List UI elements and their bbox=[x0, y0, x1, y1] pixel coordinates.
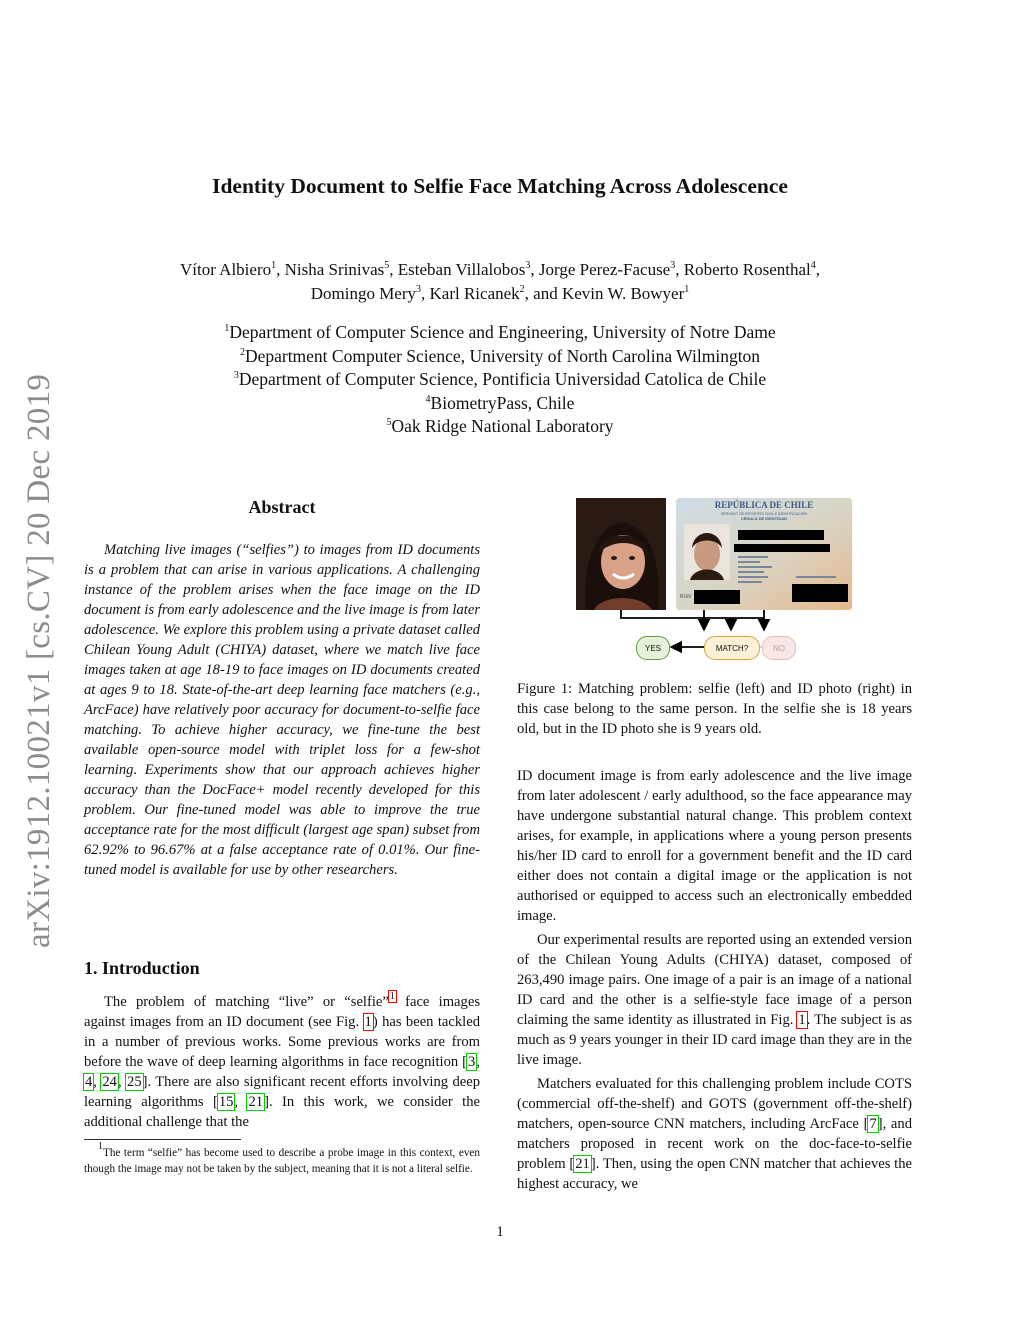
author-affil-num: 1 bbox=[271, 260, 277, 271]
id-card-run-label: RUN bbox=[680, 594, 691, 600]
affiliation-text: Department Computer Science, University of North Carolina Wilmington bbox=[244, 345, 761, 366]
footnote-text: The term “selfie” has become used to describe a probe image in this context, even though the image may not be taken by the subject, meaning that it is not a literal selfie. bbox=[84, 1147, 480, 1175]
author-name: , and Kevin W. Bowyer bbox=[524, 284, 685, 303]
body-paragraph: ID document image is from early adolescence and the live image from later adolescent / early adulthood, so the face appearance may have undergone substantial natural change. This problem context arises, for example, in applications where a young person presents his/her ID card to enroll for a government benefit and the ID card either does not contain a digital image or the application is not authorised or equipped to access such an electronically embedded image. bbox=[517, 768, 912, 924]
body-text: . The subject is as much as 9 years younger in their ID card image than they are in the live image. bbox=[517, 1012, 912, 1068]
affiliation bbox=[80, 415, 920, 439]
author-name: , Nisha Srinivas bbox=[276, 260, 385, 279]
affiliation-text: Department of Computer Science, Pontificia Universidad Catolica de Chile bbox=[238, 369, 767, 389]
author-list bbox=[80, 258, 920, 306]
author-separator: , bbox=[815, 260, 820, 279]
citation-link[interactable]: 3 bbox=[468, 1054, 476, 1070]
footnote bbox=[84, 1141, 480, 1177]
author-name: , Roberto Rosenthal bbox=[675, 260, 811, 279]
affiliation bbox=[80, 321, 920, 345]
intro-text: ) has been tackled in a number of previous works. Some previous works are from before the wave of deep learning algorithms in face recognition [ bbox=[84, 1014, 481, 1070]
body-text: Matchers evaluated for this challenging problem include COTS (commercial off-the-shelf) and GOTS (government off-the-shelf) matchers, open-source CNN matchers, including ArcFace [ bbox=[517, 1076, 912, 1132]
citation-link[interactable]: 21 bbox=[248, 1094, 264, 1110]
author-affil-num: 5 bbox=[384, 260, 390, 271]
body-text: ]. Then, using the open CNN matcher that achieves the highest accuracy, we bbox=[517, 1156, 912, 1192]
footnote-link[interactable]: 1 bbox=[389, 991, 395, 1002]
section-heading-introduction: 1. Introduction bbox=[84, 958, 200, 978]
affiliation-list bbox=[80, 321, 920, 439]
author-affil-num: 3 bbox=[670, 260, 676, 271]
id-card-subtitle: CÉDULA DE IDENTIDAD bbox=[740, 516, 788, 521]
author-affil-num: 3 bbox=[525, 260, 531, 271]
intro-text: The problem of matching “live” or “selfie” bbox=[104, 994, 389, 1010]
author-name: , Karl Ricanek bbox=[421, 284, 520, 303]
no-node: NO bbox=[762, 636, 796, 660]
arxiv-identifier: arXiv:1912.10021v1 [cs.CV] 20 Dec 2019 bbox=[21, 373, 57, 948]
affiliation-text: Department of Computer Science and Engineering, University of Notre Dame bbox=[229, 322, 776, 342]
id-card-title: REPÚBLICA DE CHILE bbox=[714, 500, 814, 510]
abstract-heading: Abstract bbox=[248, 497, 316, 517]
figure-1 bbox=[576, 498, 852, 666]
author-affil-num: 1 bbox=[684, 284, 690, 295]
intro-text: face images against images from an ID document (see Fig. bbox=[84, 994, 480, 1030]
citation-link[interactable]: 15 bbox=[218, 1094, 234, 1110]
affiliation bbox=[80, 345, 920, 369]
citation-link[interactable]: 24 bbox=[102, 1074, 117, 1090]
author-name: , Esteban Villalobos bbox=[389, 260, 526, 279]
affiliation bbox=[80, 392, 920, 416]
figure-caption: Figure 1: Matching problem: selfie (left) and ID photo (right) in this case belong to the same person. In the selfie she is 18 years old, but in the ID photo she is 9 years old. bbox=[517, 681, 912, 737]
author-affil-num: 3 bbox=[416, 284, 422, 295]
page-number: 1 bbox=[496, 1224, 504, 1240]
author-affil-num: 4 bbox=[810, 260, 816, 271]
intro-text: ]. In this work, we consider the additional challenge that the bbox=[84, 1094, 480, 1130]
body-text: Our experimental results are reported using an extended version of the Chilean Young Adults (CHIYA) dataset, composed of 263,490 image pairs. One image of a pair is an image of a national ID card and the other is a selfie-style face image of a person claiming the same identity as illustrated in Fig. bbox=[517, 932, 912, 1028]
author-name: Vítor Albiero bbox=[179, 260, 272, 279]
citation-link[interactable]: 7 bbox=[869, 1116, 877, 1132]
body-paragraph bbox=[517, 1074, 912, 1194]
intro-paragraph: The problem of matching “live” or “selfie”$^1$ face images against images from an ID document (see Fig. 1) has been tackled in a number of previous works. Some previous works are from before the wave of deep learning algorithms in face recognition [3, 4, 24, 25]. There are also significant recent efforts involving deep learning algorithms [15, 21]. In this work, we consider the additional challenge that the bbox=[84, 991, 481, 1130]
id-card-subtitle: SERVICIO DE REGISTRO CIVIL E IDENTIFICACIÓN bbox=[720, 512, 808, 516]
yes-node: YES bbox=[636, 636, 670, 660]
author-affil-num: 2 bbox=[519, 284, 525, 295]
author-name: , Jorge Perez-Facuse bbox=[530, 260, 671, 279]
body-paragraph bbox=[517, 930, 912, 1070]
citation-link[interactable]: 25 bbox=[127, 1074, 142, 1090]
abstract-text: Matching live images (“selfies”) to images from ID documents is a problem that can arise in various applications. A challenging instance of the problem arises when the face image on the ID document is from early adolescence and the live image is from later adolescence. We explore this problem using a private dataset called Chilean Young Adult (CHIYA) dataset, where we match live face images taken at age 18-19 to face images on ID documents created at ages 9 to 18. State-of-the-art deep learning face matchers (e.g., ArcFace) have relatively poor accuracy for document-to-selfie face matching. To achieve higher accuracy, we fine-tune the best available open-source model with triplet loss for a few-shot learning. Experiments show that our approach achieves higher accuracy than the DocFace+ model recently developed for this problem. Our fine-tuned model was able to improve the true acceptance rate for the most difficult (largest age span) subset from 62.92% to 96.67% at a false acceptance rate of 0.01%. Our fine-tuned model is available for use by other researchers. bbox=[84, 542, 480, 878]
intro-text: ]. There are also significant recent efforts involving deep learning algorithms [ bbox=[84, 1074, 481, 1110]
affiliation-num: 2 bbox=[239, 346, 245, 358]
body-text: ], and matchers proposed in recent work on the doc-face-to-selfie problem [ bbox=[517, 1116, 912, 1172]
affiliation-num: 5 bbox=[386, 417, 392, 428]
footnote-num: 1 bbox=[98, 1141, 103, 1152]
citation-link[interactable]: 4 bbox=[85, 1074, 93, 1090]
affiliation-num: 4 bbox=[425, 393, 431, 405]
paper-title: Identity Document to Selfie Face Matching Across Adolescence bbox=[212, 174, 788, 198]
figure-link[interactable]: 1 bbox=[798, 1012, 806, 1028]
affiliation bbox=[80, 368, 920, 392]
footnote-divider bbox=[84, 1139, 241, 1140]
affiliation-text: BiometryPass, Chile bbox=[430, 392, 575, 413]
citation-link[interactable]: 21 bbox=[575, 1156, 590, 1172]
affiliation-num: 1 bbox=[224, 323, 230, 334]
figure-link[interactable]: 1 bbox=[364, 1014, 372, 1030]
affiliation-text: Oak Ridge National Laboratory bbox=[391, 416, 614, 436]
match-node: MATCH? bbox=[704, 636, 760, 660]
affiliation-num: 3 bbox=[233, 370, 239, 381]
author-name: Domingo Mery bbox=[310, 284, 417, 303]
